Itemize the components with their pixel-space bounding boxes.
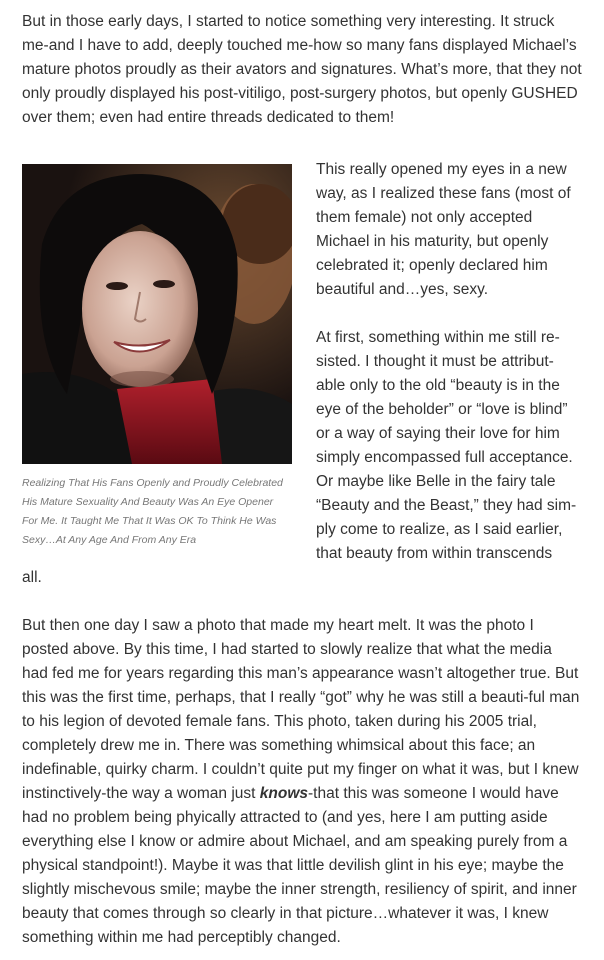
photo-caption: Realizing That His Fans Openly and Proudly Celebrated His Mature Sexuality And Beauty Was An Eye Opener For Me. It Taught Me That It Was OK To Think He Was Sexy…At Any Age And From Any Era [22,477,283,546]
paragraph-1: But in those early days, I started to notice something very interesting. It struck me-and I have to add, deeply touched me-how so many fans displayed Michael’s mature photos proudly as their avators and signatures. What’s more, that they not only proudly displayed his post-vitiligo, post-surgery photos, but openly GUSHED over them; even had entire threads dedicated to them! [22,13,582,126]
paragraph-3-tail: all. [22,569,42,586]
right-column [316,158,581,566]
photo-figure [22,164,292,550]
paragraph-4-part-a: But then one day I saw a photo that made my heart melt. It was the photo I posted above. By this time, I had started to slowly realize that what the media had fed me for years regarding this man’s appearance wasn’t altogether true. But this was the first time, perhaps, that I really “got” why he was still a beauti-ful man to his legion of devoted female fans. This photo, taken during his 2005 trial, completely drew me in. There was something whimsical about this face; an indefinable, quirky charm. I couldn’t quite put my finger on what it was, but I knew instinctively-the way a woman just [22,617,580,802]
paragraph-4-emphasis: knows [259,785,308,802]
paragraph-4-part-b: -that this was someone I would have had no problem being phyically attracted to (and yes, here I am putting aside everything else I know or admire about Michael, and am speaking purely from a physical standpoint!). Maybe it was that little devilish glint in his eye; maybe the slightly mischevous smile; maybe the inner strength, resiliency of spirit, and inner beauty that comes through so clearly in that picture…whatever it was, I knew something within me had perceptibly changed. [22,785,577,946]
paragraph-2: This really opened my eyes in a new way, as I realized these fans (most of them female) not only accepted Michael in his maturity, but openly celebrated it; openly declared him beautiful and…yes, sexy. [316,161,571,298]
paragraph-3: At first, something within me still re-sisted. I thought it must be attribut-able only to the old “beauty is in the eye of the beholder” or “love is blind” or a way of saying their love for him simply encompassed full acceptance. Or maybe like Belle in the fairy tale “Beauty and the Beast,” they had sim-ply come to realize, as I said earlier, that beauty from within transcends [316,329,577,562]
paragraph-4 [22,614,582,950]
portrait-photo [22,164,292,464]
